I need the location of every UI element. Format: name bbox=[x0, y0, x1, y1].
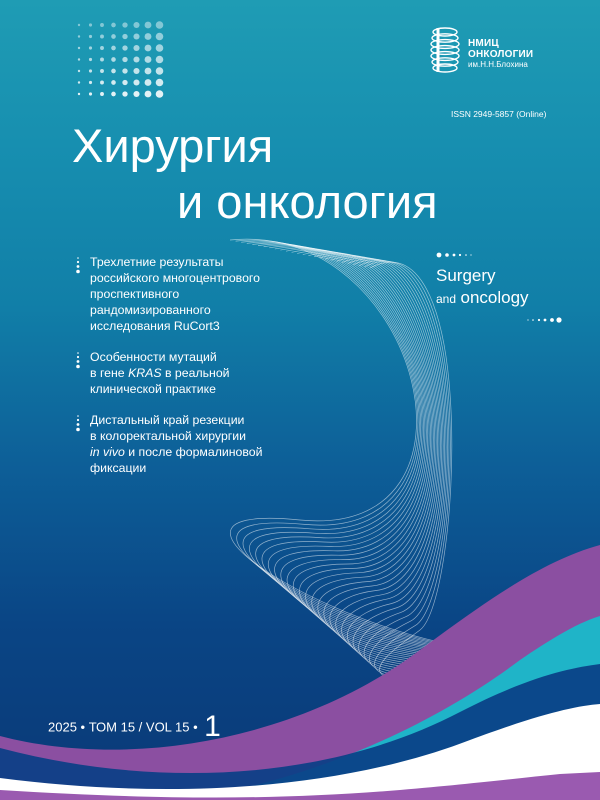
decor-dot bbox=[111, 34, 116, 39]
english-title-dots-bottom bbox=[526, 316, 562, 324]
article-list bbox=[74, 254, 324, 491]
decor-dot bbox=[145, 68, 152, 75]
decor-dot bbox=[89, 35, 92, 38]
decor-dot bbox=[89, 46, 92, 49]
issue-footer bbox=[48, 710, 221, 744]
decor-dot bbox=[111, 23, 116, 28]
decor-dot bbox=[145, 56, 152, 63]
decor-dot bbox=[111, 57, 116, 62]
decor-dot bbox=[133, 79, 139, 85]
decor-dot bbox=[89, 58, 92, 61]
english-title-and: and bbox=[436, 292, 457, 306]
issue-year-volume: 2025 • ТОМ 15 / VOL 15 • bbox=[48, 719, 198, 735]
decor-dot bbox=[111, 46, 116, 51]
decor-dot bbox=[78, 81, 80, 83]
decor-dot bbox=[100, 81, 104, 85]
decor-dot bbox=[145, 22, 152, 29]
decor-dot bbox=[111, 69, 116, 74]
issue-number: 1 bbox=[204, 710, 221, 743]
english-title-line1: Surgery bbox=[436, 266, 496, 285]
issn-label: ISSN 2949-5857 (Online) bbox=[451, 109, 547, 119]
dot-bullet-icon bbox=[75, 351, 81, 373]
article-title: Особенности мутаций в гене KRAS в реальной клинической практике bbox=[90, 350, 230, 396]
decor-dot bbox=[78, 70, 80, 72]
decor-dot bbox=[122, 34, 127, 39]
decor-dot bbox=[122, 22, 127, 27]
decor-dot bbox=[145, 45, 152, 52]
decor-dot bbox=[100, 92, 104, 96]
decor-dot bbox=[145, 91, 152, 98]
journal-title-line2: и онкология bbox=[177, 175, 438, 228]
decor-dot bbox=[100, 23, 104, 27]
decor-dot bbox=[100, 35, 104, 39]
english-title-dots-top bbox=[436, 252, 476, 258]
dot-grid-decoration bbox=[74, 20, 166, 102]
decor-dot bbox=[156, 21, 164, 29]
decor-dot bbox=[145, 33, 152, 40]
article-item bbox=[74, 349, 324, 397]
decor-dot bbox=[122, 91, 127, 96]
publisher-name-line3: им.Н.Н.Блохина bbox=[468, 60, 528, 69]
decor-dot bbox=[89, 81, 92, 84]
decor-dot bbox=[100, 46, 104, 50]
decor-dot bbox=[156, 79, 164, 87]
decor-dot bbox=[133, 33, 139, 39]
publisher-name bbox=[468, 38, 548, 70]
decor-dot bbox=[78, 35, 80, 37]
decor-dot bbox=[156, 33, 164, 41]
decor-dot bbox=[156, 56, 164, 64]
article-title: Трехлетние результаты российского многоцентрового проспективного рандомизированного исследования RuCort3 bbox=[90, 255, 260, 333]
decor-dot bbox=[122, 68, 127, 73]
article-item bbox=[74, 254, 324, 334]
english-title-line2 bbox=[436, 288, 529, 308]
decor-dot bbox=[133, 91, 139, 97]
decor-dot bbox=[78, 93, 80, 95]
english-title-oncology: oncology bbox=[460, 288, 529, 307]
publisher-name-line1: НМИЦ bbox=[468, 38, 499, 49]
dot-bullet-icon bbox=[75, 414, 81, 436]
decor-dot bbox=[111, 92, 116, 97]
article-item bbox=[74, 412, 324, 476]
decor-dot bbox=[156, 67, 164, 75]
stacked-rings-logo-icon bbox=[428, 22, 462, 78]
decor-dot bbox=[122, 45, 127, 50]
decor-dot bbox=[100, 69, 104, 73]
decor-dot bbox=[133, 45, 139, 51]
decor-dot bbox=[78, 47, 80, 49]
decor-dot bbox=[156, 90, 164, 98]
decor-dot bbox=[78, 58, 80, 60]
decor-dot bbox=[89, 23, 92, 26]
decor-dot bbox=[156, 44, 164, 52]
decor-dot bbox=[122, 80, 127, 85]
article-title: Дистальный край резекции в колоректальной хирургии in vivo и после формалиновой фиксации bbox=[90, 413, 263, 475]
decor-dot bbox=[89, 69, 92, 72]
decor-dot bbox=[100, 58, 104, 62]
publisher-name-line2: ОНКОЛОГИИ bbox=[468, 49, 534, 60]
decor-dot bbox=[78, 24, 80, 26]
dot-bullet-icon bbox=[75, 256, 81, 278]
decor-dot bbox=[133, 56, 139, 62]
decor-dot bbox=[122, 57, 127, 62]
decor-dot bbox=[89, 92, 92, 95]
decor-dot bbox=[133, 68, 139, 74]
publisher-logo bbox=[428, 22, 548, 82]
decor-dot bbox=[145, 79, 152, 86]
journal-title-line1: Хирургия bbox=[72, 119, 274, 172]
decor-dot bbox=[133, 22, 139, 28]
decor-dot bbox=[111, 80, 116, 85]
